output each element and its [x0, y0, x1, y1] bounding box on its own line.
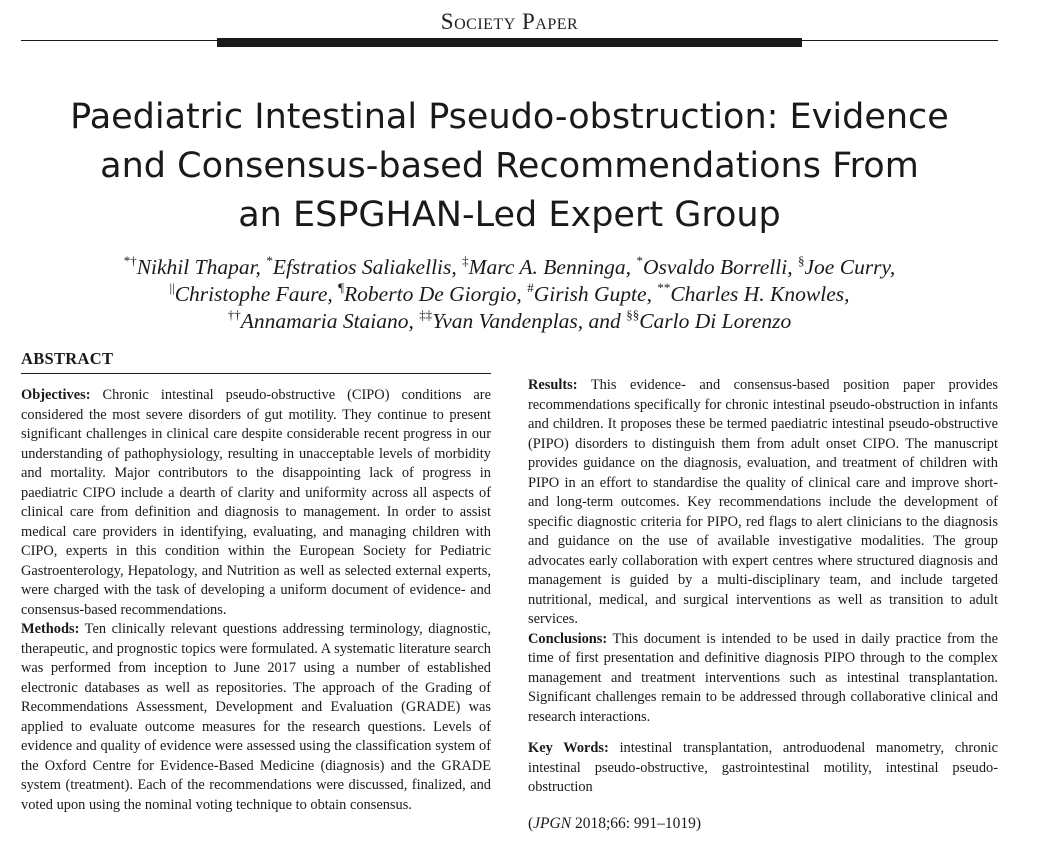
abstract-heading: ABSTRACT: [21, 349, 114, 368]
methods-label: Methods:: [21, 621, 80, 637]
author: [462, 255, 631, 279]
keywords-text: intestinal transplantation, antroduodenal manometry, chronic intestinal pseudo-obstructive, gastrointestinal motility, intestinal pseudo-obstruction: [528, 740, 998, 795]
title-line-2: and Consensus-based Recommendations From: [100, 146, 919, 186]
author-name: Efstratios Saliakellis,: [272, 255, 457, 279]
affiliation-mark: ††: [227, 307, 241, 322]
author: [636, 255, 792, 279]
conclusions-text: This document is intended to be used in daily practice from the time of first presentation and definitive diagnosis PIPO through to the complex management and treatment interventions such as intestinal transplantation. Significant challenges remain to be addressed through collaborative clinical and research interactions.: [528, 630, 998, 725]
author-name: Christophe Faure,: [174, 282, 333, 306]
author-name: Roberto De Giorgio,: [344, 282, 522, 306]
author-name: Marc A. Benninga,: [468, 255, 632, 279]
affiliation-mark: **: [657, 280, 671, 295]
citation-rest: 2018;66: 991–1019): [571, 815, 702, 832]
author-name: Yvan Vandenplas, and: [432, 309, 621, 333]
author-line-3: [0, 308, 1019, 335]
author-name: Nikhil Thapar,: [136, 255, 261, 279]
author-name: Girish Gupte,: [533, 282, 652, 306]
author-line-2: [0, 281, 1019, 308]
abstract-rule: [21, 373, 491, 374]
author-line-1: [0, 254, 1019, 281]
conclusions-label: Conclusions:: [528, 630, 608, 647]
methods-paragraph: [21, 620, 491, 815]
methods-text: Ten clinically relevant questions addressing terminology, diagnostic, therapeutic, and prognostic topics were formulated. A systematic literature search was performed from inception to June 2017 using a number of established electronic databases as well as repositories. The approach of the Grading of Recommendations Assessment, Development and Evaluation (GRADE) was applied to evaluate outcome measures for the research questions. Levels of evidence and quality of evidence were assessed using the classification system of the Oxford Centre for Evidence-Based Medicine (diagnosis) and the GRADE system (treatment). Each of the recommendations were discussed, finalized, and voted upon using the nominal voting technique to obtain consensus.: [21, 621, 491, 813]
author: [419, 309, 621, 333]
keywords-paragraph: [528, 739, 998, 798]
citation: [528, 815, 701, 833]
author: [170, 282, 333, 306]
citation-journal: JPGN: [533, 815, 572, 832]
author-name: Carlo Di Lorenzo: [639, 309, 792, 333]
affiliation-mark: ‡‡: [419, 307, 433, 322]
affiliation-mark: *: [636, 253, 643, 268]
author-name: Charles H. Knowles,: [670, 282, 850, 306]
author: [228, 309, 414, 333]
abstract-right-column: [528, 376, 998, 798]
results-paragraph: [528, 376, 998, 630]
author: [338, 282, 522, 306]
author: [266, 255, 456, 279]
section-label: Society Paper: [440, 9, 579, 34]
title-line-3: an ESPGHAN-Led Expert Group: [238, 195, 781, 235]
results-label: Results:: [528, 377, 578, 393]
conclusions-paragraph: [528, 630, 998, 728]
author-name: Osvaldo Borrelli,: [642, 255, 793, 279]
affiliation-mark: ||: [169, 280, 175, 295]
author-name: Annamaria Staiano,: [240, 309, 414, 333]
affiliation-mark: §: [798, 253, 805, 268]
paper-title: [0, 93, 1019, 240]
affiliation-mark: §§: [626, 307, 640, 322]
citation-open: (: [528, 815, 534, 832]
author: [527, 282, 652, 306]
objectives-paragraph: [21, 386, 491, 620]
affiliation-mark: ‡: [462, 253, 469, 268]
author: [626, 309, 791, 333]
affiliation-mark: *: [266, 253, 273, 268]
title-line-1: Paediatric Intestinal Pseudo-obstruction: Evidence: [70, 97, 949, 137]
author: [124, 255, 261, 279]
author: [657, 282, 849, 306]
author-list: [0, 254, 1019, 335]
author: [798, 255, 895, 279]
header-rule-thick: [217, 38, 802, 47]
affiliation-mark: ¶: [338, 280, 345, 295]
objectives-label: Objectives:: [21, 387, 91, 403]
keywords-label: Key Words:: [528, 740, 609, 756]
objectives-text: Chronic intestinal pseudo-obstructive (CIPO) conditions are considered the most severe disorders of gut motility. They continue to present significant challenges in clinical care despite considerable recent progress in our understanding of pathophysiology, resulting in unacceptable levels of morbidity and mortality. Major contributors to the disappointing lack of progress in paediatric CIPO include a dearth of clarity and uniformity across all aspects of clinical care from definition and diagnosis to management. In order to assist medical care providers in identifying, evaluating, and managing children with CIPO, experts in this condition within the European Society for Pediatric Gastroenterology, Hepatology, and Nutrition as well as selected external experts, were charged with the task of developing a uniform document of evidence- and consensus-based recommendations.: [21, 387, 491, 618]
affiliation-mark: *†: [123, 253, 137, 268]
affiliation-mark: #: [527, 280, 534, 295]
abstract-left-column: [21, 386, 491, 815]
results-text: This evidence- and consensus-based position paper provides recommendations specifically for chronic intestinal pseudo-obstruction in infants and children. It proposes these be termed paediatric intestinal pseudo-obstructive (PIPO) disorders to distinguish them from adult onset CIPO. The manuscript provides guidance on the diagnosis, evaluation, and treatment of children with PIPO in an effort to standardise the quality of clinical care and improve short- and long-term outcomes. Key recommendations include the development of specific diagnostic criteria for PIPO, red flags to alert clinicians to the diagnosis and guidance on the use of available investigative modalities. The group advocates early collaboration with expert centres where structured diagnosis and management is guided by a multi-disciplinary team, and include targeted nutritional, medical, and surgical interventions as well as transition to adult services.: [528, 377, 999, 627]
author-name: Joe Curry,: [804, 255, 896, 279]
